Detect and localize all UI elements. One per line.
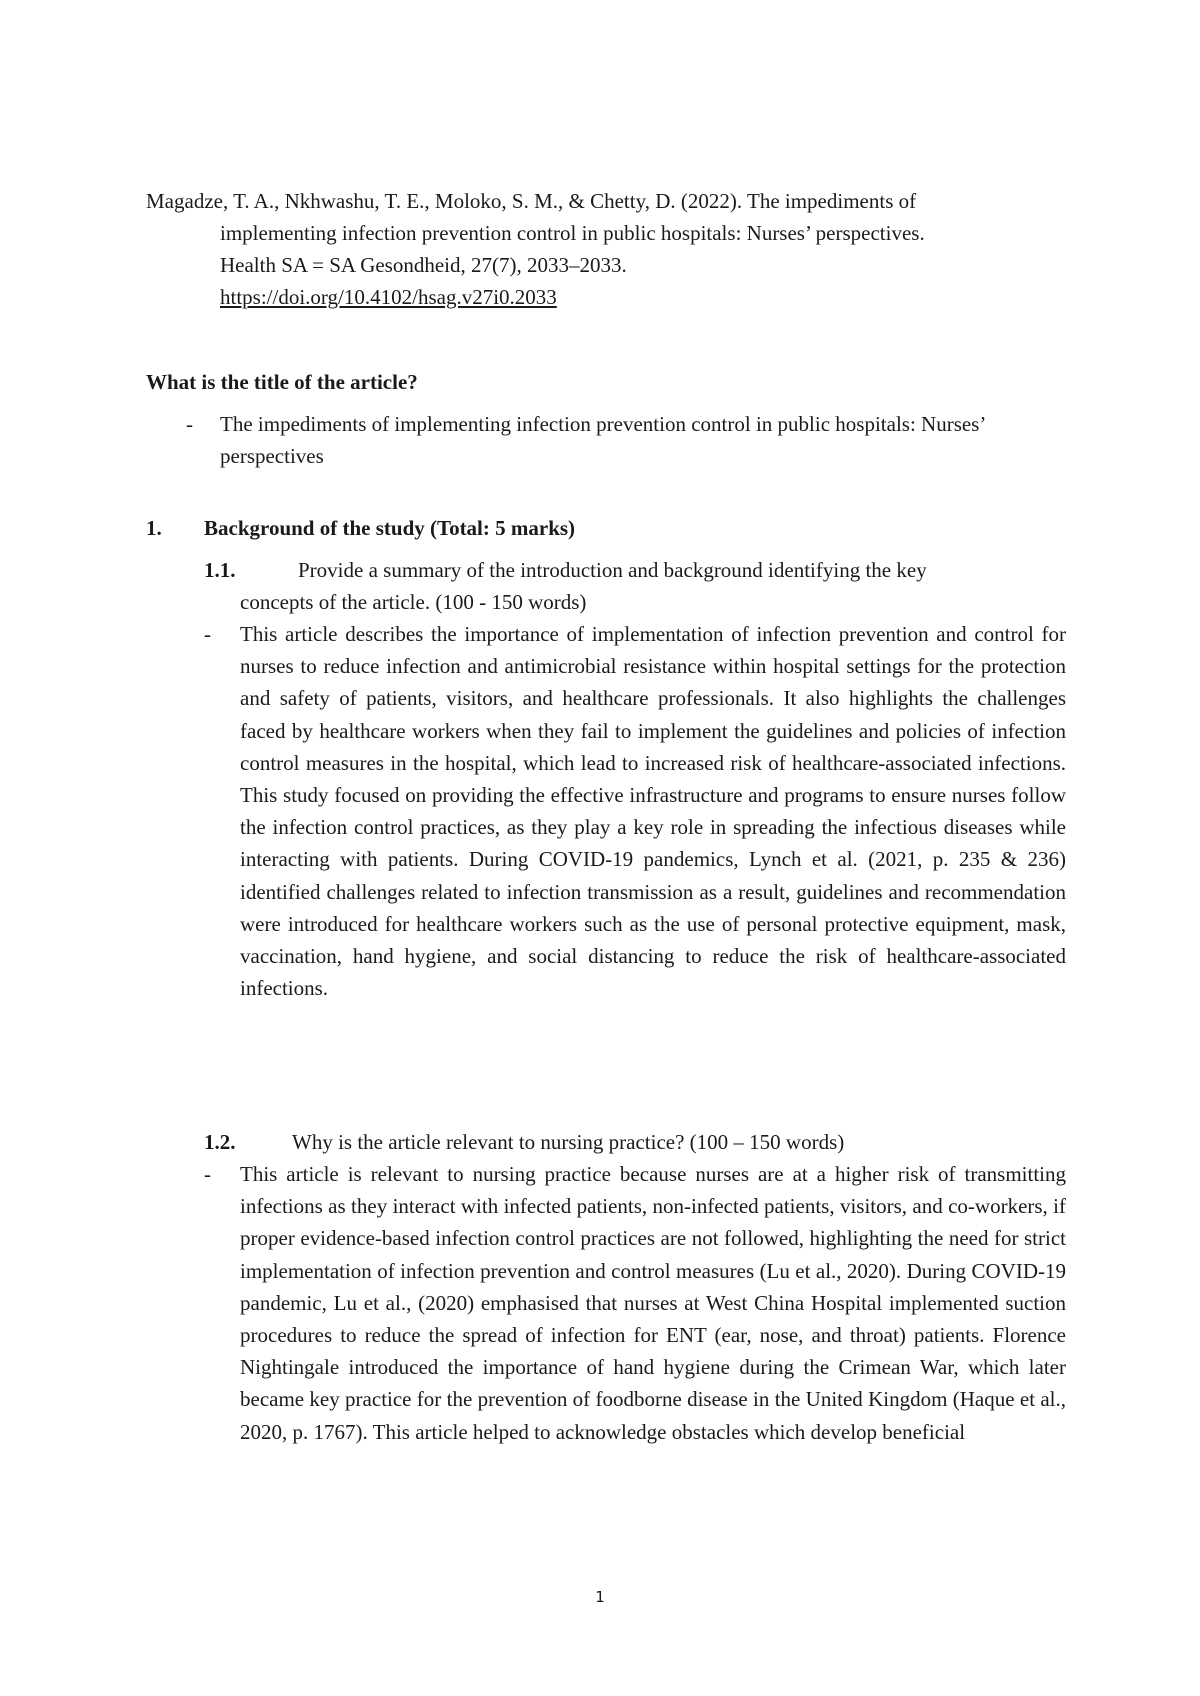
question-title: What is the title of the article? xyxy=(146,370,418,394)
doi-link[interactable]: https://doi.org/10.4102/hsag.v27i0.2033 xyxy=(220,285,557,309)
subsection-prompt-line2: concepts of the article. (100 - 150 words) xyxy=(240,590,587,614)
dash-bullet: - xyxy=(186,412,193,436)
section-title: Background of the study (Total: 5 marks) xyxy=(204,516,576,540)
subsection-heading-1-1 xyxy=(204,554,1066,618)
answer-text: This article describes the importance of implementation of infection prevention and control for nurses to reduce infection and antimicrobial resistance within hospital settings for the protection and safety of patients, visitors, and healthcare professionals. It also highlights the challenges faced by healthcare workers when they fail to implement the guidelines and policies of infection control measures in the hospital, which lead to increased risk of healthcare-associated infections. This study focused on providing the effective infrastructure and programs to ensure nurses follow the infection control practices, as they play a key role in spreading the infectious diseases while interacting with patients. During COVID-19 pandemics, Lynch et al. (2021, p. 235 & 236) identified challenges related to infection transmission as a result, guidelines and recommendation were introduced for healthcare workers such as the use of personal protective equipment, mask, vaccination, hand hygiene, and social distancing to reduce the risk of healthcare-associated infections. xyxy=(240,622,1066,1001)
reference-line-3: Health SA = SA Gesondheid, 27(7), 2033–2033. xyxy=(220,253,627,277)
subsection-number: 1.1. xyxy=(204,558,236,582)
dash-bullet: - xyxy=(204,1162,211,1186)
answer-text: This article is relevant to nursing practice because nurses are at a higher risk of transmitting infections as they interact with infected patients, non-infected patients, visitors, and co-workers, if proper evidence-based infection control practices are not followed, highlighting the need for strict implementation of infection prevention and control measures (Lu et al., 2020). During COVID-19 pandemic, Lu et al., (2020) emphasised that nurses at West China Hospital implemented suction procedures to reduce the spread of infection for ENT (ear, nose, and throat) patients. Florence Nightingale introduced the importance of hand hygiene during the Crimean War, which later became key practice for the prevention of foodborne disease in the United Kingdom (Haque et al., 2020, p. 1767). This article helped to acknowledge obstacles which develop beneficial xyxy=(240,1162,1066,1444)
section-heading-1 xyxy=(146,512,1066,544)
reference-citation xyxy=(146,185,1066,313)
article-title-text: The impediments of implementing infection prevention control in public hospitals: Nurses’ perspectives xyxy=(220,412,985,468)
reference-line-1: Magadze, T. A., Nkhwashu, T. E., Moloko, S. M., & Chetty, D. (2022). The impediments of xyxy=(146,189,917,213)
subsection-heading-1-2 xyxy=(204,1126,1066,1158)
article-title-answer xyxy=(186,408,1066,472)
subsection-prompt-line1: Provide a summary of the introduction and background identifying the key xyxy=(298,558,927,582)
answer-paragraph-1-1 xyxy=(204,618,1066,1004)
subsection-prompt: Why is the article relevant to nursing practice? (100 – 150 words) xyxy=(292,1130,845,1154)
reference-line-2: implementing infection prevention control in public hospitals: Nurses’ perspectives. xyxy=(220,221,925,245)
subsection-number: 1.2. xyxy=(204,1130,236,1154)
section-number: 1. xyxy=(146,516,162,540)
answer-paragraph-1-2 xyxy=(204,1158,1066,1448)
page-number: 1 xyxy=(595,1588,605,1606)
dash-bullet: - xyxy=(204,622,211,646)
